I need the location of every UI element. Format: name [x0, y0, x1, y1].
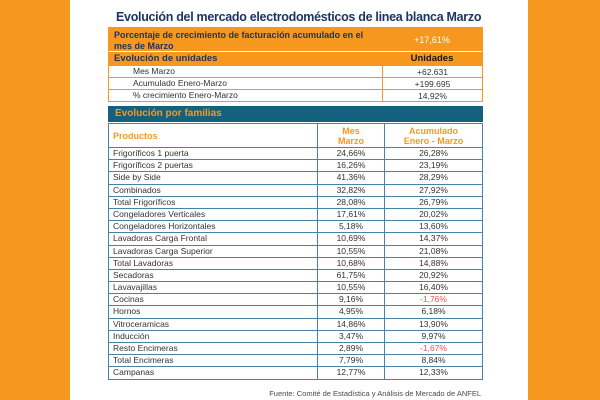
month-value-cell: 9,16% — [317, 294, 384, 305]
family-row — [109, 281, 482, 293]
month-value-cell: 10,55% — [317, 246, 384, 257]
month-column-header — [317, 124, 384, 147]
month-value-cell: 4,95% — [317, 306, 384, 317]
family-row — [109, 342, 482, 354]
month-value-cell: 7,79% — [317, 355, 384, 366]
family-row — [109, 159, 482, 171]
family-row — [109, 196, 482, 208]
units-row-label: Mes Marzo — [133, 66, 176, 76]
accumulated-value-cell: 14,88% — [384, 258, 482, 269]
units-row-label: % crecimiento Enero-Marzo — [133, 90, 238, 100]
units-header-label: Evolución de unidades — [114, 53, 218, 64]
month-value-cell: 41,36% — [317, 172, 384, 183]
page-title: Evolución del mercado electrodomésticos de linea blanca Marzo — [116, 10, 482, 24]
units-row — [109, 77, 482, 89]
billing-units-table — [108, 27, 483, 102]
families-header-row — [109, 124, 482, 147]
month-value-cell: 61,75% — [317, 270, 384, 281]
month-column-line2: Marzo — [337, 135, 364, 146]
product-cell: Resto Encimeras — [113, 343, 178, 353]
accumulated-value-cell: 14,37% — [384, 233, 482, 244]
family-row — [109, 330, 482, 342]
accumulated-value-cell: -1,67% — [384, 343, 482, 354]
month-value-cell: 32,82% — [317, 185, 384, 196]
accumulated-value-cell: 27,92% — [384, 185, 482, 196]
family-row — [109, 293, 482, 305]
accumulated-value-cell: 26,28% — [384, 148, 482, 159]
family-row — [109, 171, 482, 183]
month-value-cell: 28,08% — [317, 197, 384, 208]
accumulated-value-cell: 20,92% — [384, 270, 482, 281]
families-table-body — [109, 147, 482, 379]
family-row — [109, 305, 482, 317]
billing-growth-row — [109, 28, 482, 52]
product-cell: Combinados — [113, 184, 161, 195]
units-row-label: Acumulado Enero-Marzo — [133, 78, 228, 88]
units-row — [109, 65, 482, 77]
product-cell: Vitroceramicas — [113, 318, 170, 329]
accumulated-value-cell: 12,33% — [384, 367, 482, 378]
product-cell: Total Frigoríficos — [113, 196, 176, 207]
product-cell: Campanas — [113, 367, 155, 378]
month-column-line1: Mes — [342, 125, 360, 136]
month-value-cell: 10,55% — [317, 282, 384, 293]
accumulated-value-cell: 26,79% — [384, 197, 482, 208]
units-row — [109, 89, 482, 101]
accumulated-value-cell: 23,19% — [384, 160, 482, 171]
product-cell: Lavavajillas — [113, 282, 157, 293]
product-cell: Frigoríficos 2 puertas — [113, 160, 193, 171]
accumulated-value-cell: 28,29% — [384, 172, 482, 183]
billing-growth-value: +17,61% — [414, 34, 450, 45]
month-value-cell: 10,68% — [317, 258, 384, 269]
families-table — [108, 123, 483, 380]
product-cell: Total Lavadoras — [113, 257, 174, 268]
product-cell: Total Encimeras — [113, 355, 174, 366]
product-cell: Lavadoras Carga Frontal — [113, 233, 208, 244]
right-orange-bar — [528, 0, 600, 400]
month-value-cell: 17,61% — [317, 209, 384, 220]
units-row-value: +62.631 — [382, 66, 482, 77]
family-row — [109, 269, 482, 281]
accumulated-value-cell: 9,97% — [384, 331, 482, 342]
month-value-cell: 24,66% — [317, 148, 384, 159]
product-cell: Inducción — [113, 330, 150, 341]
family-row — [109, 366, 482, 378]
month-value-cell: 12,77% — [317, 367, 384, 378]
accumulated-value-cell: 6,18% — [384, 306, 482, 317]
month-value-cell: 3,47% — [317, 331, 384, 342]
left-orange-bar — [0, 0, 70, 400]
accumulated-value-cell: 13,90% — [384, 319, 482, 330]
month-value-cell: 16,26% — [317, 160, 384, 171]
product-cell: Hornos — [113, 306, 141, 317]
month-value-cell: 5,18% — [317, 221, 384, 232]
family-row — [109, 318, 482, 330]
family-row — [109, 245, 482, 257]
product-cell: Cocinas — [113, 294, 144, 305]
report-content — [108, 10, 483, 398]
units-row-value: +199.695 — [382, 78, 482, 89]
family-row — [109, 257, 482, 269]
units-row-value: 14,92% — [382, 90, 482, 101]
source-note: Fuente: Comité de Estadística y Análisis de Mercado de ANFEL — [269, 388, 481, 398]
accumulated-value-cell: 8,84% — [384, 355, 482, 366]
product-cell: Lavadoras Carga Superior — [113, 245, 213, 256]
accumulated-value-cell: -1,76% — [384, 294, 482, 305]
accumulated-column-header — [384, 124, 482, 147]
units-header-row — [109, 52, 482, 65]
products-column-header: Productos — [113, 130, 158, 141]
units-header-value: Unidades — [410, 53, 454, 64]
month-value-cell: 2,89% — [317, 343, 384, 354]
family-row — [109, 147, 482, 159]
accumulated-value-cell: 16,40% — [384, 282, 482, 293]
accumulated-value-cell: 21,08% — [384, 246, 482, 257]
month-value-cell: 10,69% — [317, 233, 384, 244]
product-cell: Frigoríficos 1 puerta — [113, 148, 189, 158]
family-row — [109, 184, 482, 196]
accumulated-value-cell: 13,60% — [384, 221, 482, 232]
family-row — [109, 208, 482, 220]
accumulated-column-line2: Enero - Marzo — [403, 135, 464, 146]
families-section-header: Evolución por familias — [108, 106, 483, 122]
product-cell: Side by Side — [113, 172, 161, 183]
product-cell: Congeladores Verticales — [113, 208, 206, 219]
accumulated-value-cell: 20,02% — [384, 209, 482, 220]
accumulated-column-line1: Acumulado — [408, 125, 458, 136]
family-row — [109, 354, 482, 366]
product-cell: Congeladores Horizontales — [113, 221, 216, 232]
units-table-body — [109, 65, 482, 101]
billing-growth-label: Porcentaje de crecimiento de facturación acumulado en el mes de Marzo — [114, 30, 364, 51]
family-row — [109, 220, 482, 232]
month-value-cell: 14,86% — [317, 319, 384, 330]
product-cell: Secadoras — [113, 269, 154, 280]
family-row — [109, 232, 482, 244]
